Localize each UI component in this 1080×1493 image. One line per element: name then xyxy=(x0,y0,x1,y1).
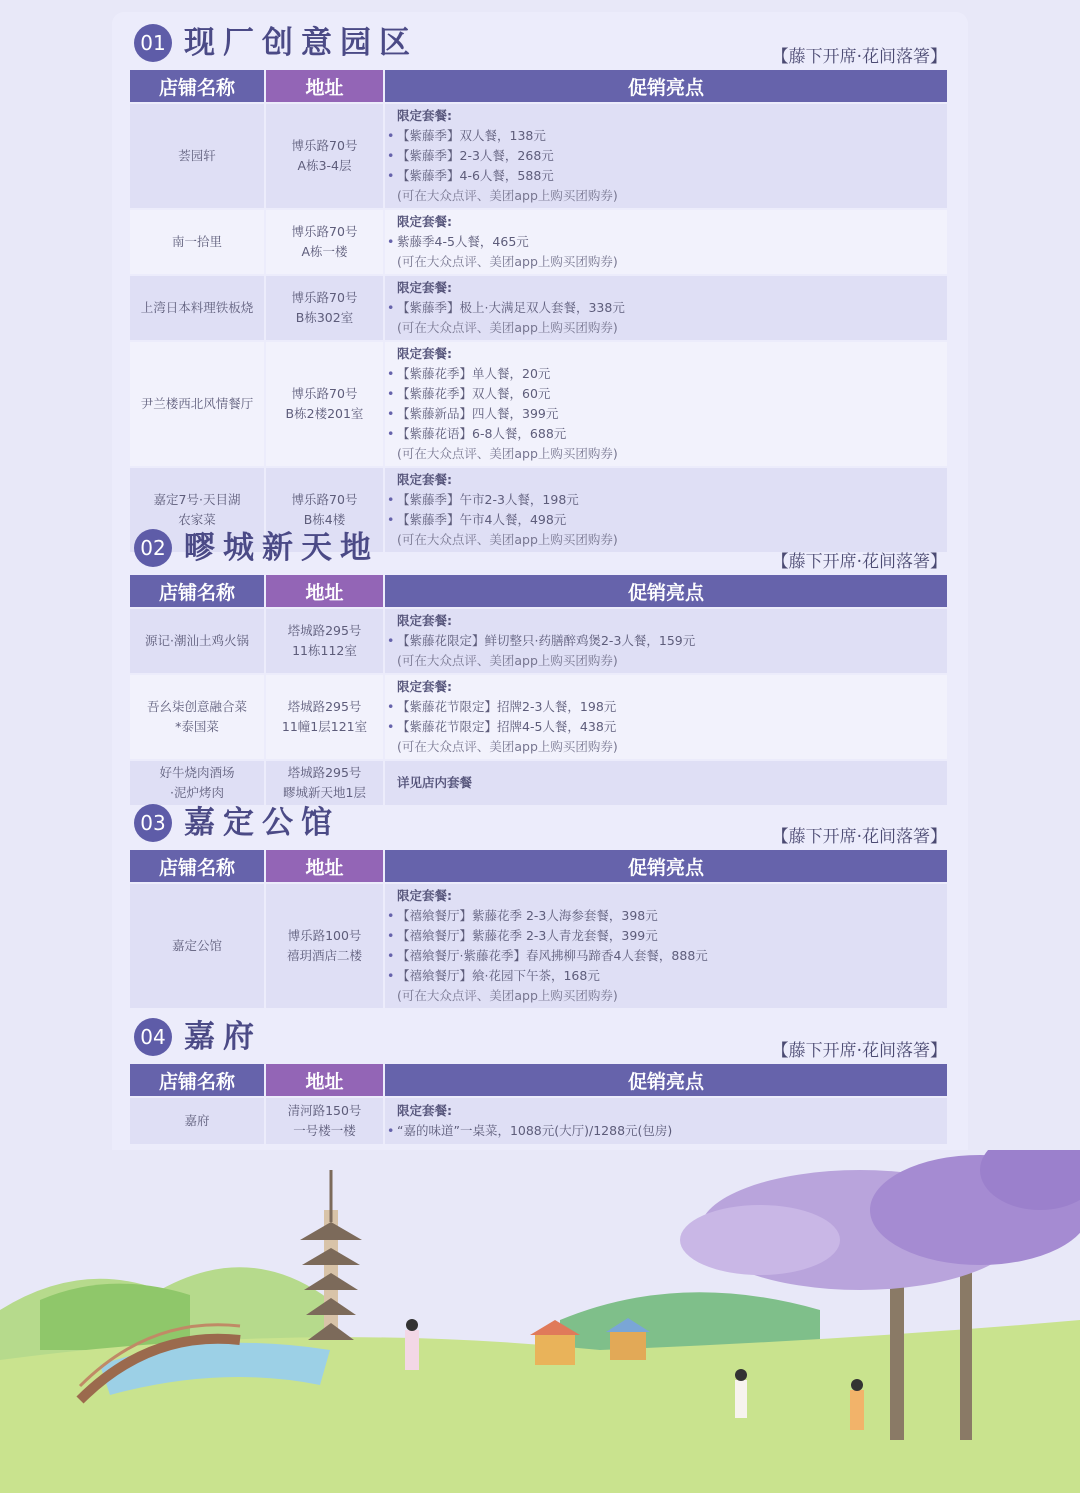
promo-cell xyxy=(385,210,947,274)
address-line: 11幢1层121室 xyxy=(281,719,368,734)
section-title: 疁城新天地 xyxy=(184,530,379,566)
promo-item: • 【紫藤花季】双人餐，60元 xyxy=(389,384,947,404)
promo-item: • 【紫藤季】4-6人餐，588元 xyxy=(389,166,947,186)
shop-name-line: 荟园轩 xyxy=(178,148,216,163)
promo-cell xyxy=(385,675,947,759)
address-cell xyxy=(266,675,383,759)
promo-note: (可在大众点评、美团app上购买团购券) xyxy=(397,188,618,203)
shop-name-line: ·泥炉烤肉 xyxy=(170,785,224,800)
table-row xyxy=(130,210,947,274)
promo-table xyxy=(128,573,949,807)
shop-name-line: 农家菜 xyxy=(178,512,216,527)
address-line: 禧玥酒店二楼 xyxy=(286,948,362,963)
promo-item: • 【紫藤季】2-3人餐，268元 xyxy=(389,146,947,166)
address-line: 博乐路70号 xyxy=(291,138,358,153)
promo-note: (可在大众点评、美团app上购买团购券) xyxy=(397,320,618,335)
address-cell xyxy=(266,104,383,208)
promo-item: • 紫藤季4-5人餐，465元 xyxy=(389,232,947,252)
promo-title: 限定套餐: xyxy=(397,679,452,694)
address-cell xyxy=(266,884,383,1008)
section-number-badge: 01 xyxy=(134,24,172,62)
promo-item: • 【禧飨餐厅·紫藤花季】春风拂柳马蹄香4人套餐，888元 xyxy=(389,946,947,966)
section-header xyxy=(130,525,949,573)
section-number-badge: 02 xyxy=(134,529,172,567)
address-line: B栋4楼 xyxy=(303,512,346,527)
shop-name-line: 尹兰楼西北风情餐厅 xyxy=(140,396,254,411)
illustrated-scenery xyxy=(0,1150,1080,1493)
shop-name-line: 上湾日本料理铁板烧 xyxy=(140,300,254,315)
promo-item: • 【紫藤季】极上·大满足双人套餐，338元 xyxy=(389,298,947,318)
table-row xyxy=(130,1098,947,1144)
column-header-promo: 促销亮点 xyxy=(385,70,947,102)
promo-cell xyxy=(385,342,947,466)
hill-left-dark xyxy=(40,1284,190,1350)
promo-cell xyxy=(385,884,947,1008)
promo-note: (可在大众点评、美团app上购买团购券) xyxy=(397,988,618,1003)
address-cell xyxy=(266,609,383,673)
promo-note: (可在大众点评、美团app上购买团购券) xyxy=(397,739,618,754)
promo-title: 限定套餐: xyxy=(397,1103,452,1118)
address-line: A栋一楼 xyxy=(301,244,348,259)
promo-item: • 【禧飨餐厅】紫藤花季 2-3人青龙套餐，399元 xyxy=(389,926,947,946)
section-title: 现厂创意园区 xyxy=(184,25,418,61)
promo-title: 限定套餐: xyxy=(397,346,452,361)
section-title: 嘉府 xyxy=(184,1019,262,1055)
shop-name-line: 好牛烧肉酒场 xyxy=(159,765,235,780)
promo-item: • “嘉的味道”一桌菜，1088元(大厅)/1288元(包房) xyxy=(389,1121,947,1141)
column-header-shop: 店铺名称 xyxy=(130,1064,264,1096)
promo-title: 限定套餐: xyxy=(397,888,452,903)
shop-name-cell xyxy=(130,342,264,466)
address-line: 博乐路70号 xyxy=(291,386,358,401)
restaurant-section xyxy=(130,1014,949,1146)
shop-name-line: *泰国菜 xyxy=(175,719,219,734)
shop-name-line: 吾幺柒创意融合菜 xyxy=(146,699,247,714)
promo-cell xyxy=(385,609,947,673)
column-header-address: 地址 xyxy=(266,70,383,102)
promo-item: • 【紫藤季】午市2-3人餐，198元 xyxy=(389,490,947,510)
promo-table xyxy=(128,68,949,554)
column-header-promo: 促销亮点 xyxy=(385,575,947,607)
table-row xyxy=(130,675,947,759)
shop-name-cell xyxy=(130,276,264,340)
promo-note: (可在大众点评、美团app上购买团购券) xyxy=(397,532,618,547)
restaurant-section xyxy=(130,525,949,807)
address-line: 塔城路295号 xyxy=(287,623,362,638)
address-line: 博乐路70号 xyxy=(291,492,358,507)
table-row xyxy=(130,104,947,208)
promo-note: (可在大众点评、美团app上购买团购券) xyxy=(397,446,618,461)
promo-item: • 【紫藤花限定】鲜切整只·药膳醉鸡煲2-3人餐，159元 xyxy=(389,631,947,651)
shop-name-line: 南一拾里 xyxy=(171,234,222,249)
section-slogan: 【藤下开席·花间落箸】 xyxy=(771,552,947,572)
section-header xyxy=(130,20,949,68)
address-line: 塔城路295号 xyxy=(287,765,362,780)
shop-name-line: 嘉定7号·天目湖 xyxy=(153,492,241,507)
shop-name-line: 嘉府 xyxy=(184,1113,210,1128)
address-cell xyxy=(266,210,383,274)
table-row xyxy=(130,761,947,805)
promo-table xyxy=(128,848,949,1010)
table-header-row xyxy=(130,70,947,102)
section-number-badge: 03 xyxy=(134,804,172,842)
promo-title: 限定套餐: xyxy=(397,280,452,295)
table-header-row xyxy=(130,1064,947,1096)
section-slogan: 【藤下开席·花间落箸】 xyxy=(771,827,947,847)
promo-item: • 【紫藤花语】6-8人餐，688元 xyxy=(389,424,947,444)
column-header-shop: 店铺名称 xyxy=(130,70,264,102)
promo-title: 限定套餐: xyxy=(397,214,452,229)
shop-name-cell xyxy=(130,210,264,274)
address-line: B栋2楼201室 xyxy=(285,406,364,421)
promo-item: • 【紫藤花节限定】招牌2-3人餐，198元 xyxy=(389,697,947,717)
section-slogan: 【藤下开席·花间落箸】 xyxy=(771,47,947,67)
promo-item: • 【紫藤新品】四人餐，399元 xyxy=(389,404,947,424)
address-line: 清河路150号 xyxy=(287,1103,362,1118)
promo-note: (可在大众点评、美团app上购买团购券) xyxy=(397,653,618,668)
shop-name-cell xyxy=(130,675,264,759)
shop-name-cell xyxy=(130,609,264,673)
table-row xyxy=(130,276,947,340)
address-line: B栋302室 xyxy=(295,310,354,325)
address-line: 博乐路100号 xyxy=(287,928,362,943)
section-title: 嘉定公馆 xyxy=(184,805,340,841)
section-slogan: 【藤下开席·花间落箸】 xyxy=(771,1041,947,1061)
shop-name-line: 源记·潮汕土鸡火锅 xyxy=(145,633,249,648)
promo-item: • 【紫藤季】午市4人餐，498元 xyxy=(389,510,947,530)
shop-name-cell xyxy=(130,1098,264,1144)
restaurant-section xyxy=(130,20,949,554)
shop-name-line: 嘉定公馆 xyxy=(171,938,222,953)
column-header-address: 地址 xyxy=(266,575,383,607)
column-header-address: 地址 xyxy=(266,850,383,882)
table-row xyxy=(130,609,947,673)
column-header-shop: 店铺名称 xyxy=(130,575,264,607)
promo-title: 限定套餐: xyxy=(397,613,452,628)
promo-title: 详见店内套餐 xyxy=(397,775,473,790)
table-header-row xyxy=(130,850,947,882)
shop-name-cell xyxy=(130,884,264,1008)
address-line: 11栋112室 xyxy=(292,643,357,658)
address-cell xyxy=(266,276,383,340)
promo-cell xyxy=(385,104,947,208)
section-number-badge: 04 xyxy=(134,1018,172,1056)
column-header-address: 地址 xyxy=(266,1064,383,1096)
address-cell xyxy=(266,342,383,466)
shop-name-cell xyxy=(130,104,264,208)
address-line: 疁城新天地1层 xyxy=(283,785,366,800)
promo-item: • 【紫藤花节限定】招牌4-5人餐，438元 xyxy=(389,717,947,737)
promo-table xyxy=(128,1062,949,1146)
promo-item: • 【禧飨餐厅】紫藤花季 2-3人海参套餐，398元 xyxy=(389,906,947,926)
address-cell xyxy=(266,761,383,805)
table-row xyxy=(130,884,947,1008)
promo-item: • 【紫藤花季】单人餐，20元 xyxy=(389,364,947,384)
address-line: 塔城路295号 xyxy=(287,699,362,714)
promo-cell xyxy=(385,1098,947,1144)
column-header-promo: 促销亮点 xyxy=(385,850,947,882)
table-header-row xyxy=(130,575,947,607)
section-header xyxy=(130,1014,949,1062)
address-line: A栋3-4层 xyxy=(297,158,352,173)
promo-title: 限定套餐: xyxy=(397,108,452,123)
address-line: 博乐路70号 xyxy=(291,290,358,305)
address-line: 一号楼一楼 xyxy=(293,1123,356,1138)
promo-cell xyxy=(385,761,947,805)
address-line: 博乐路70号 xyxy=(291,224,358,239)
section-header xyxy=(130,800,949,848)
column-header-shop: 店铺名称 xyxy=(130,850,264,882)
promo-cell xyxy=(385,276,947,340)
table-row xyxy=(130,342,947,466)
shop-name-cell xyxy=(130,761,264,805)
promo-item: • 【禧飨餐厅】飨·花园下午茶，168元 xyxy=(389,966,947,986)
promo-title: 限定套餐: xyxy=(397,472,452,487)
column-header-promo: 促销亮点 xyxy=(385,1064,947,1096)
promo-note: (可在大众点评、美团app上购买团购券) xyxy=(397,254,618,269)
address-cell xyxy=(266,1098,383,1144)
restaurant-section xyxy=(130,800,949,1010)
promo-item: • 【紫藤季】双人餐，138元 xyxy=(389,126,947,146)
